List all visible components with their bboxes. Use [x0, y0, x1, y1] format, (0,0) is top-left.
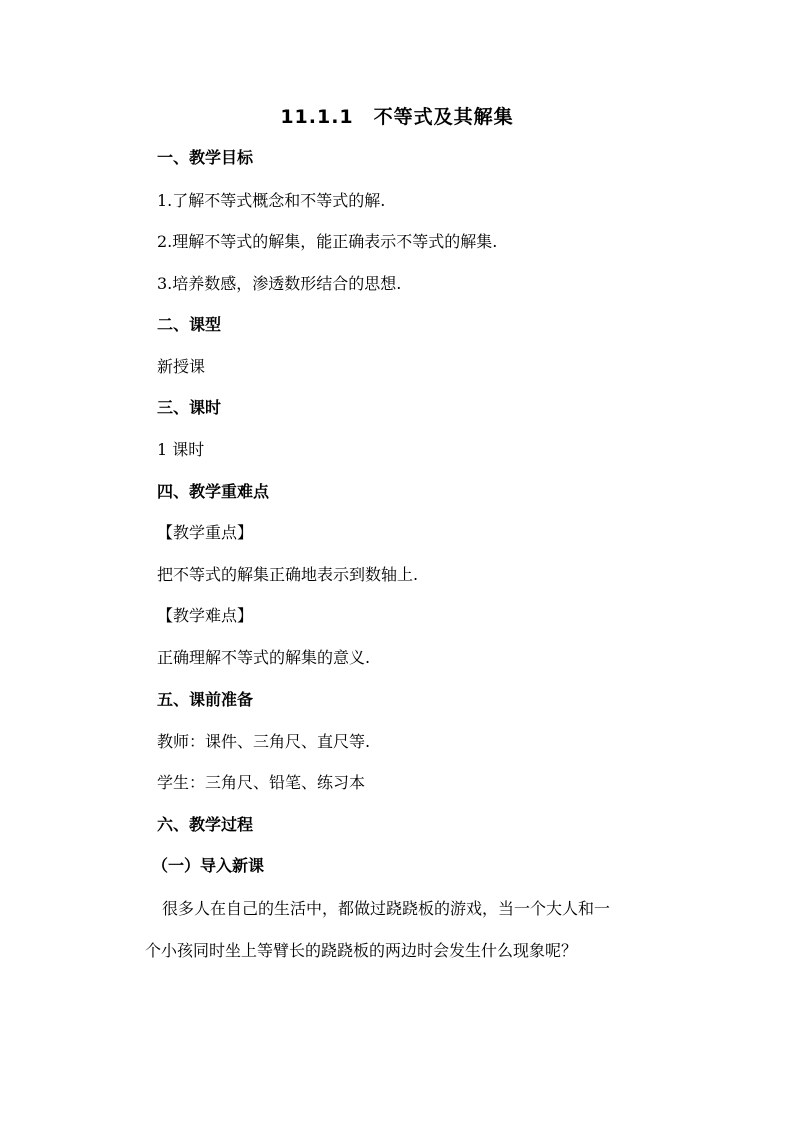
difficult-point-text: 正确理解不等式的解集的意义.: [157, 648, 371, 667]
section-heading-lesson-type: 二、课型: [157, 315, 222, 334]
section-heading-key-difficult-points: 四、教学重难点: [157, 482, 270, 501]
objective-item-2: 2.理解不等式的解集，能正确表示不等式的解集.: [157, 232, 498, 251]
objective-item-1: 1.了解不等式概念和不等式的解.: [157, 191, 386, 210]
section-heading-class-hours: 三、课时: [157, 398, 222, 417]
document-title: 11.1.1 不等式及其解集: [280, 106, 514, 128]
key-point-label: 【教学重点】: [157, 523, 254, 542]
difficult-point-label: 【教学难点】: [157, 606, 254, 625]
introduction-paragraph-line-1: 很多人在自己的生活中，都做过跷跷板的游戏，当一个大人和一: [162, 899, 611, 918]
introduction-paragraph-line-2: 个小孩同时坐上等臂长的跷跷板的两边时会发生什么现象呢？: [145, 941, 578, 960]
objective-item-3: 3.培养数感，渗透数形结合的思想.: [157, 274, 402, 293]
lesson-type-text: 新授课: [157, 357, 206, 376]
section-heading-objectives: 一、教学目标: [157, 148, 254, 167]
teacher-materials: 教师：课件、三角尺、直尺等.: [157, 732, 371, 751]
student-materials: 学生：三角尺、铅笔、练习本: [157, 773, 366, 792]
subsection-heading-introduction: （一）导入新课: [152, 856, 265, 875]
class-hours-text: 1 课时: [157, 440, 205, 459]
section-heading-preparation: 五、课前准备: [157, 690, 254, 709]
key-point-text: 把不等式的解集正确地表示到数轴上.: [157, 565, 419, 584]
section-heading-teaching-process: 六、教学过程: [157, 815, 254, 834]
